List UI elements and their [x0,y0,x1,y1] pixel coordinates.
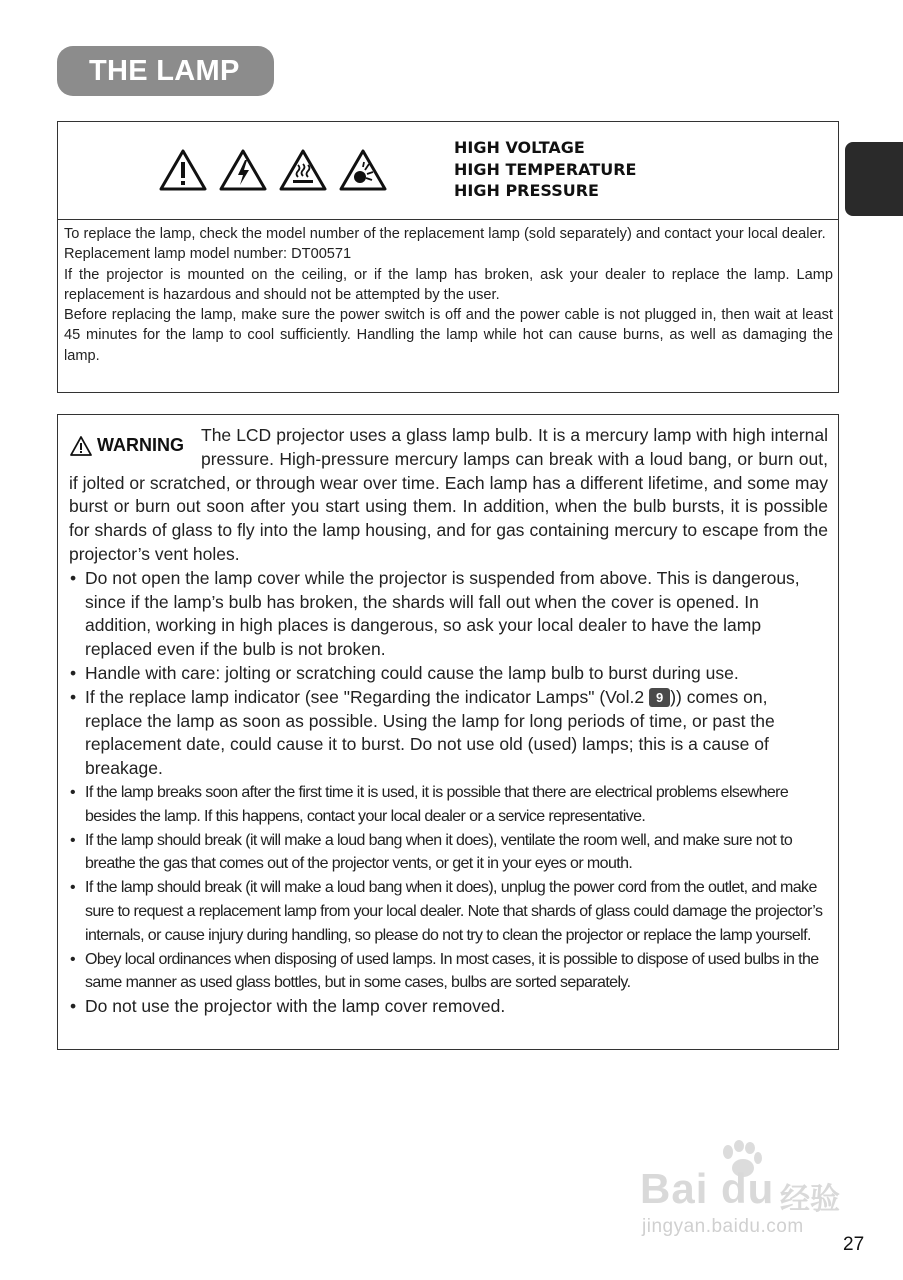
bullet-text-before-ref: If the replace lamp indicator (see "Regarding the indicator Lamps" (Vol.2 [85,686,649,707]
list-item: • If the lamp should break (it will make a loud bang when it does), ventilate the room well, and make sure not to breathe the gas that comes out of the projector vents, or get it in your eyes or mouth. [69,829,828,877]
warning-label [69,424,201,466]
baidu-watermark [640,1140,860,1240]
watermark-url: jingyan.baidu.com [642,1216,804,1237]
ceiling-mount-text: If the projector is mounted on the ceiling, or if the lamp has broken, ask your dealer to replace the lamp. Lamp replacement is hazardous and should not be attempted by the user. [64,266,833,303]
page-number: 27 [843,1234,865,1255]
list-item: • Obey local ordinances when disposing of used lamps. In most cases, it is possible to dispose of used bulbs in the same manner as used glass bottles, but in some cases, bulbs are sorted separately. [69,948,828,996]
electric-shock-icon [218,148,268,192]
replacement-contact-text: To replace the lamp, check the model number of the replacement lamp (sold separately) and contact your local dealer. [64,226,826,242]
hazard-high-voltage: HIGH VOLTAGE [454,138,585,157]
lamp-model-number-text: Replacement lamp model number: DT00571 [64,246,352,263]
list-item [69,686,828,781]
watermark-brand: Bai du [640,1165,775,1212]
list-item: • If the lamp breaks soon after the first time it is used, it is possible that there are electrical problems elsewhere besides the lamp. If this happens, contact your local dealer or a service representative. [69,781,828,829]
warning-box [57,414,839,1050]
hazard-high-temperature: HIGH TEMPERATURE [454,159,637,179]
list-item: • Handle with care: jolting or scratching could cause the lamp bulb to burst during use. [69,662,828,686]
page-title-text: THE LAMP [89,54,240,87]
page-reference-badge: 9 [649,688,670,707]
hazard-header [58,122,838,220]
warning-triangle-icon [69,435,93,457]
list-item: • Do not use the projector with the lamp cover removed. [69,995,828,1019]
warning-intro-paragraph [69,424,828,567]
cooling-instructions-text: Before replacing the lamp, make sure the power switch is off and the power cable is not plugged in, then wait at least 45 minutes for the lamp to cool sufficiently. Handling the lamp while hot can cause burns, as well as damaging the lamp. [64,307,833,364]
hazard-icons [158,148,388,192]
section-tab-marker [845,142,903,216]
bullet-text-after-ref: )) comes on, replace the lamp as soon as possible. Using the lamp for long periods of time, or past the replacement date, could cause it to burst. Do not use old (used) lamps; this is a cause of breakage. [85,686,775,779]
warning-bullet-list [69,567,828,1019]
hazard-high-pressure: HIGH PRESSURE [454,181,599,200]
explosion-icon [338,148,388,192]
watermark-chinese: 经验 [780,1183,840,1216]
list-item: • Do not open the lamp cover while the projector is suspended from above. This is dangerous, since if the lamp’s bulb has broken, the shards will fall out when the cover is opened. In addition, working in high places is dangerous, so ask your local dealer to have the lamp replaced even if the bulb is not broken. [69,567,828,662]
hazard-notice-box [57,121,839,393]
list-item: • If the lamp should break (it will make a loud bang when it does), unplug the power cord from the outlet, and make sure to request a replacement lamp from your local dealer. Note that shards of glass could damage the projector’s internals, or cause injury during handling, so please do not try to clean the projector or replace the lamp yourself. [69,876,828,947]
warning-label-text: WARNING [97,435,184,456]
hazard-list [454,137,636,202]
hazard-instructions [58,220,838,366]
warning-intro-text: The LCD projector uses a glass lamp bulb. It is a mercury lamp with high internal pressure. High-pressure mercury lamps can break with a loud bang, or burn out, if jolted or scratched, or through wear over time. Each lamp has a different lifetime, and some may burst or burn out soon after you start using them. In addition, when the bulb bursts, it is possible for shards of glass to fly into the lamp housing, and for gas containing mercury to escape from the projector’s vent holes. [69,425,828,564]
page-title [57,46,274,96]
hot-surface-icon [278,148,328,192]
caution-icon [158,148,208,192]
